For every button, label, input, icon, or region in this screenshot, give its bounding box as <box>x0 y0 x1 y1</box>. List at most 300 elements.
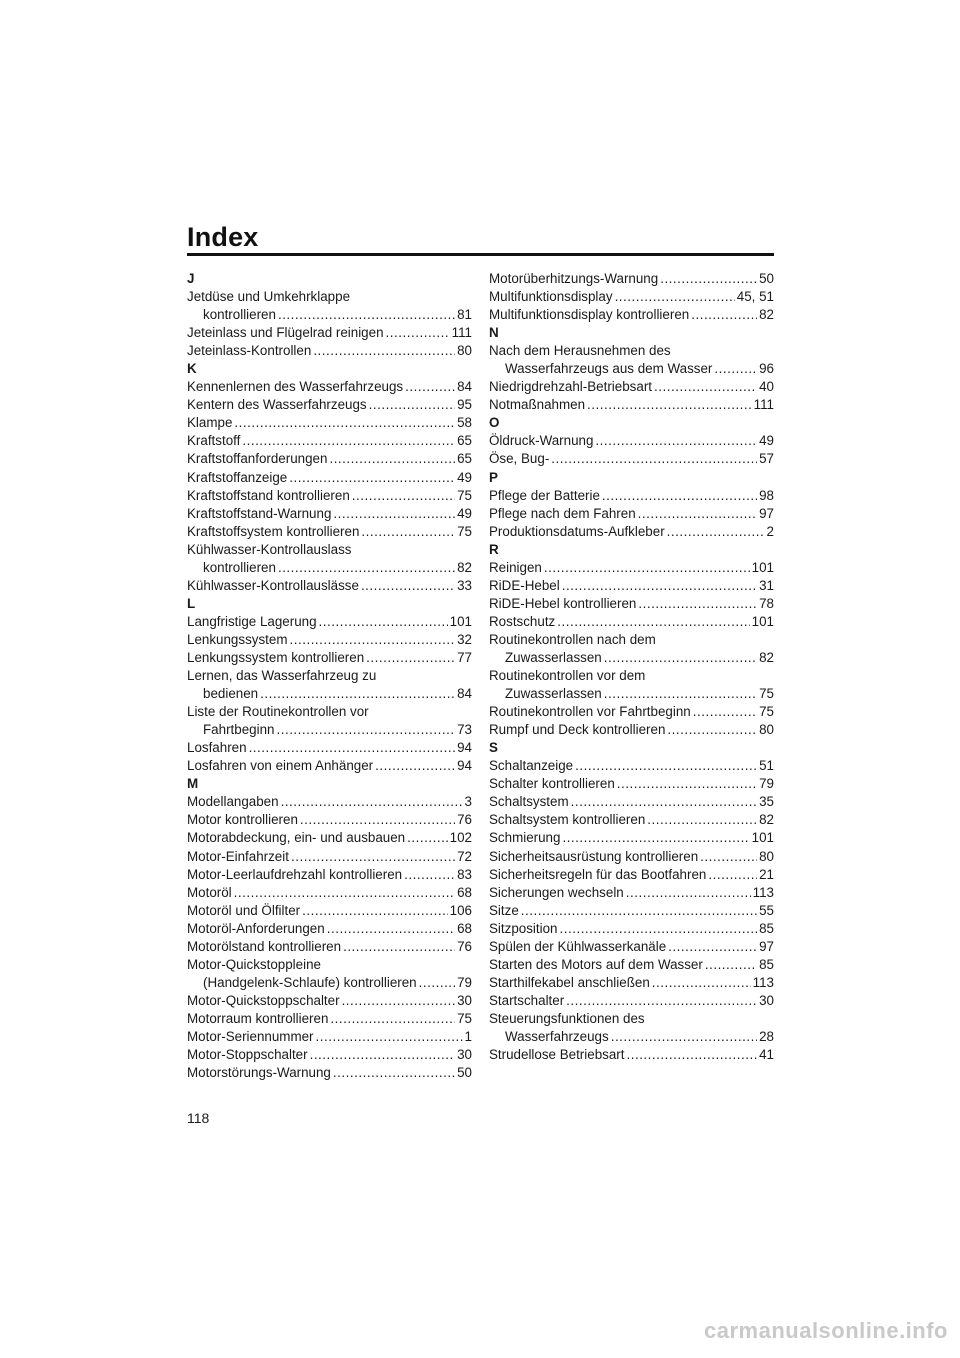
index-entry-page: 68 <box>457 920 472 936</box>
dot-leader <box>654 378 757 396</box>
index-entry-label: Öldruck-Warnung <box>489 433 594 449</box>
index-entry[interactable] <box>489 306 774 324</box>
index-entry[interactable] <box>489 378 774 396</box>
index-entry-page: 49 <box>457 469 472 485</box>
index-entry[interactable] <box>489 1046 774 1064</box>
index-entry[interactable] <box>187 1028 472 1046</box>
index-entry-label: Schaltanzeige <box>489 758 574 774</box>
index-entry-heading: Nach dem Herausnehmen des <box>489 343 671 359</box>
index-entry-page: 96 <box>759 361 774 377</box>
index-entry-label: Starten des Motors auf dem Wasser <box>489 956 703 972</box>
dot-leader <box>352 487 455 505</box>
dot-leader <box>361 523 455 541</box>
dot-leader <box>667 523 765 541</box>
index-entry-page: 78 <box>759 595 774 611</box>
dot-leader <box>407 829 448 847</box>
index-entry[interactable] <box>187 757 472 775</box>
index-entry-label: RiDE-Hebel <box>489 577 560 593</box>
index-entry-label: Reinigen <box>489 559 542 575</box>
dot-leader <box>319 613 448 631</box>
index-entry-label: Lenkungssystem kontrollieren <box>187 649 365 665</box>
dot-leader <box>289 469 455 487</box>
dot-leader <box>571 793 757 811</box>
dot-leader <box>587 396 752 414</box>
dot-leader <box>575 757 757 775</box>
dot-leader <box>289 631 455 649</box>
index-entry-label: Langfristige Lagerung <box>187 613 317 629</box>
index-entry-heading: Kühlwasser-Kontrollauslass <box>187 541 352 557</box>
index-entry[interactable] <box>187 721 472 739</box>
index-entry-label: Kraftstoffstand-Warnung <box>187 505 332 521</box>
index-entry-page: 50 <box>457 1065 472 1081</box>
index-entry-label: Wasserfahrzeugs <box>505 1028 609 1044</box>
index-entry[interactable] <box>489 811 774 829</box>
index-entry[interactable] <box>489 902 774 920</box>
index-entry[interactable] <box>187 884 472 902</box>
index-entry-label: Kennenlernen des Wasserfahrzeugs <box>187 379 404 395</box>
index-entry-label: Kraftstoffanforderungen <box>187 451 328 467</box>
dot-leader <box>693 703 757 721</box>
index-entry[interactable] <box>187 992 472 1010</box>
index-letter-heading: O <box>489 415 500 431</box>
index-entry-label: Kühlwasser-Kontrollauslässe <box>187 577 359 593</box>
index-entry-page: 79 <box>457 974 472 990</box>
index-entry[interactable] <box>187 487 472 505</box>
title-rule <box>187 253 774 256</box>
index-entry-page: 81 <box>457 307 472 323</box>
index-letter-heading: K <box>187 361 197 377</box>
dot-leader <box>638 595 757 613</box>
index-entry-label: Pflege nach dem Fahren <box>489 505 636 521</box>
dot-leader <box>386 324 450 342</box>
index-entry-label: Motorölstand kontrollieren <box>187 938 342 954</box>
index-entry-label: Multifunktionsdisplay <box>489 289 613 305</box>
index-entry-page: 31 <box>759 577 774 593</box>
index-entry-heading: Jetdüse und Umkehrklappe <box>187 289 351 305</box>
index-entry[interactable] <box>187 414 472 432</box>
index-entry-page: 65 <box>457 433 472 449</box>
index-entry[interactable] <box>187 649 472 667</box>
dot-leader <box>700 848 757 866</box>
index-entry-label: Jeteinlass-Kontrollen <box>187 343 312 359</box>
dot-leader <box>602 487 757 505</box>
index-entry-page: 32 <box>457 631 472 647</box>
index-entry[interactable] <box>187 378 472 396</box>
index-entry-label: Losfahren <box>187 740 247 756</box>
dot-leader <box>559 920 757 938</box>
index-entry-page: 113 <box>752 974 774 990</box>
index-entry-label: Kraftstoff <box>187 433 241 449</box>
dot-leader <box>714 360 757 378</box>
index-entry-label: Kraftstoffanzeige <box>187 469 288 485</box>
index-entry-page: 65 <box>457 451 472 467</box>
index-letter-heading: R <box>489 541 499 557</box>
index-entry-page: 80 <box>457 343 472 359</box>
index-entry-page: 80 <box>759 722 774 738</box>
index-entry[interactable] <box>489 721 774 739</box>
index-entry-label: Niedrigdrehzahl-Betriebsart <box>489 379 652 395</box>
dot-leader <box>557 613 749 631</box>
index-letter-heading: M <box>187 776 199 792</box>
dot-leader <box>278 559 455 577</box>
index-entry-page: 57 <box>759 451 774 467</box>
index-entry-page: 80 <box>759 848 774 864</box>
index-entry-page: 82 <box>759 649 774 665</box>
index-entry-label: Schalter kontrollieren <box>489 776 615 792</box>
dot-leader <box>404 866 455 884</box>
index-entry[interactable] <box>489 938 774 956</box>
index-entry[interactable] <box>489 613 774 631</box>
index-entry-label: Kraftstoffsystem kontrollieren <box>187 523 360 539</box>
index-entry-label: Routinekontrollen vor Fahrtbeginn <box>489 704 691 720</box>
dot-leader <box>313 342 455 360</box>
index-entry[interactable] <box>187 829 472 847</box>
index-entry-label: Schaltsystem kontrollieren <box>489 812 646 828</box>
dot-leader <box>617 775 757 793</box>
dot-leader <box>234 414 455 432</box>
index-column-left <box>187 270 472 1082</box>
index-entry[interactable] <box>489 775 774 793</box>
index-entry-page: 101 <box>751 613 774 629</box>
index-entry[interactable] <box>187 902 472 920</box>
index-entry[interactable] <box>489 1028 774 1046</box>
dot-leader <box>638 505 757 523</box>
index-column-right <box>489 270 774 1064</box>
index-entry[interactable] <box>489 866 774 884</box>
index-entry-page: 113 <box>752 884 774 900</box>
index-entry-page: 75 <box>457 523 472 539</box>
index-entry-heading: Routinekontrollen vor dem <box>489 668 646 684</box>
dot-leader <box>316 1028 463 1046</box>
index-entry-label: Notmaßnahmen <box>489 397 586 413</box>
dot-leader <box>343 938 455 956</box>
dot-leader <box>562 829 749 847</box>
index-entry-label: Motorabdeckung, ein- und ausbauen <box>187 830 406 846</box>
index-entry-label: Motor-Stoppschalter <box>187 1047 308 1063</box>
dot-leader <box>660 270 757 288</box>
index-entry[interactable] <box>187 848 472 866</box>
index-entry[interactable] <box>489 956 774 974</box>
index-entry[interactable] <box>489 523 774 541</box>
dot-leader <box>342 992 456 1010</box>
dot-leader <box>291 848 455 866</box>
index-entry[interactable] <box>489 270 774 288</box>
index-entry-page: 45, 51 <box>736 289 774 305</box>
index-entry[interactable] <box>489 487 774 505</box>
index-entry-page: 84 <box>457 686 472 702</box>
index-entry-page: 83 <box>457 866 472 882</box>
index-entry-label: Modellangaben <box>187 794 279 810</box>
index-entry-label: Multifunktionsdisplay kontrollieren <box>489 307 690 323</box>
index-entry[interactable] <box>489 595 774 613</box>
index-entry-page: 51 <box>759 758 774 774</box>
dot-leader <box>366 649 455 667</box>
index-entry-page: 75 <box>759 686 774 702</box>
index-entry[interactable] <box>489 559 774 577</box>
dot-leader <box>234 884 455 902</box>
dot-leader <box>242 432 455 450</box>
dot-leader <box>281 793 463 811</box>
dot-leader <box>278 306 455 324</box>
index-entry-label: Motor-Leerlaufdrehzahl kontrollieren <box>187 866 403 882</box>
dot-leader <box>652 974 751 992</box>
index-entry[interactable] <box>187 811 472 829</box>
index-entry[interactable] <box>187 685 472 703</box>
index-entry-page: 102 <box>449 830 472 846</box>
index-entry[interactable] <box>187 920 472 938</box>
dot-leader <box>333 505 455 523</box>
index-entry-page: 49 <box>457 505 472 521</box>
index-entry-label: Motorraum kontrollieren <box>187 1010 329 1026</box>
index-entry-label: Kentern des Wasserfahrzeugs <box>187 397 367 413</box>
page-number: 118 <box>187 1110 210 1126</box>
dot-leader <box>705 956 757 974</box>
dot-leader <box>276 721 455 739</box>
dot-leader <box>544 559 750 577</box>
index-entry-page: 79 <box>759 776 774 792</box>
index-entry-page: 30 <box>759 992 774 1008</box>
index-entry[interactable] <box>489 757 774 775</box>
dot-leader <box>626 884 751 902</box>
dot-leader <box>595 432 757 450</box>
index-entry[interactable] <box>489 884 774 902</box>
index-entry-page: 75 <box>457 487 472 503</box>
index-entry-label: Starthilfekabel anschließen <box>489 974 650 990</box>
index-entry-label: Motoröl-Anforderungen <box>187 920 325 936</box>
index-entry[interactable] <box>187 1010 472 1028</box>
index-entry-page: 75 <box>457 1010 472 1026</box>
index-entry-label: Sitzposition <box>489 920 558 936</box>
dot-leader <box>604 649 757 667</box>
index-entry[interactable] <box>187 631 472 649</box>
index-entry-page: 94 <box>457 740 472 756</box>
index-entry-page: 106 <box>449 902 472 918</box>
index-entry-label: Motor kontrollieren <box>187 812 298 828</box>
index-entry-label: kontrollieren <box>203 559 276 575</box>
index-entry-page: 55 <box>759 902 774 918</box>
index-entry-page: 101 <box>751 559 774 575</box>
dot-leader <box>333 1064 455 1082</box>
index-entry-page: 75 <box>759 704 774 720</box>
index-entry-label: Kraftstoffstand kontrollieren <box>187 487 350 503</box>
index-entry[interactable] <box>187 613 472 631</box>
dot-leader <box>626 1046 757 1064</box>
index-entry-label: Motoröl und Ölfilter <box>187 902 301 918</box>
index-entry-page: 3 <box>464 794 472 810</box>
index-entry[interactable] <box>489 848 774 866</box>
index-entry-page: 73 <box>457 722 472 738</box>
index-entry[interactable] <box>489 450 774 468</box>
dot-leader <box>375 757 455 775</box>
index-entry-page: 84 <box>457 379 472 395</box>
dot-leader <box>566 992 757 1010</box>
index-letter-heading: N <box>489 325 499 341</box>
index-entry-heading: Routinekontrollen nach dem <box>489 631 656 647</box>
dot-leader <box>615 288 735 306</box>
index-entry-label: Schmierung <box>489 830 561 846</box>
index-entry-label: Zuwasserlassen <box>505 649 602 665</box>
index-entry-page: 2 <box>766 523 774 539</box>
index-entry[interactable] <box>489 505 774 523</box>
index-entry[interactable] <box>489 577 774 595</box>
dot-leader <box>551 450 757 468</box>
dot-leader <box>310 1046 456 1064</box>
index-entry[interactable] <box>187 523 472 541</box>
index-entry[interactable] <box>187 450 472 468</box>
index-entry[interactable] <box>187 559 472 577</box>
index-entry[interactable] <box>489 992 774 1010</box>
index-entry-page: 33 <box>457 577 472 593</box>
index-entry-page: 85 <box>759 920 774 936</box>
index-entry[interactable] <box>489 829 774 847</box>
index-entry[interactable] <box>489 396 774 414</box>
dot-leader <box>521 902 757 920</box>
index-entry-label: Rostschutz <box>489 613 556 629</box>
index-entry-label: Sicherungen wechseln <box>489 884 624 900</box>
index-entry-page: 1 <box>464 1028 472 1044</box>
dot-leader <box>604 685 757 703</box>
index-entry-label: Öse, Bug- <box>489 451 550 467</box>
index-entry-label: Motorstörungs-Warnung <box>187 1065 331 1081</box>
index-entry-label: Pflege der Batterie <box>489 487 600 503</box>
index-entry[interactable] <box>187 739 472 757</box>
index-entry-label: Zuwasserlassen <box>505 686 602 702</box>
index-entry-label: Jeteinlass und Flügelrad reinigen <box>187 325 384 341</box>
index-entry-page: 30 <box>457 1047 472 1063</box>
index-entry-label: Strudellose Betriebsart <box>489 1047 625 1063</box>
dot-leader <box>611 1028 757 1046</box>
index-entry[interactable] <box>187 793 472 811</box>
index-entry[interactable] <box>187 577 472 595</box>
index-entry[interactable] <box>187 469 472 487</box>
index-entry[interactable] <box>489 649 774 667</box>
index-entry-page: 58 <box>457 415 472 431</box>
index-entry[interactable] <box>187 342 472 360</box>
index-entry-page: 97 <box>759 938 774 954</box>
index-entry-page: 21 <box>759 866 774 882</box>
dot-leader <box>562 577 757 595</box>
index-letter-heading: S <box>489 740 498 756</box>
index-entry-label: Motor-Seriennummer <box>187 1028 314 1044</box>
index-entry-page: 41 <box>759 1047 774 1063</box>
index-entry-page: 95 <box>457 397 472 413</box>
index-entry-page: 111 <box>451 325 472 341</box>
index-entry-page: 77 <box>457 649 472 665</box>
index-entry-page: 111 <box>753 397 774 413</box>
index-entry[interactable] <box>187 866 472 884</box>
index-entry-page: 97 <box>759 505 774 521</box>
index-entry[interactable] <box>187 306 472 324</box>
index-entry[interactable] <box>187 938 472 956</box>
dot-leader <box>300 811 455 829</box>
index-entry-page: 101 <box>449 613 472 629</box>
index-entry-label: Motorüberhitzungs-Warnung <box>489 271 659 286</box>
index-entry-label: Sitze <box>489 902 519 918</box>
index-entry[interactable] <box>187 396 472 414</box>
dot-leader <box>667 721 757 739</box>
index-entry-label: Lenkungssystem <box>187 631 288 647</box>
index-entry[interactable] <box>489 432 774 450</box>
index-entry-label: (Handgelenk-Schlaufe) kontrollieren <box>203 974 417 990</box>
index-entry-page: 98 <box>759 487 774 503</box>
index-entry-page: 82 <box>759 307 774 323</box>
index-entry[interactable] <box>187 324 472 342</box>
index-entry[interactable] <box>187 974 472 992</box>
dot-leader <box>327 920 455 938</box>
index-entry[interactable] <box>489 703 774 721</box>
index-entry-page: 94 <box>457 758 472 774</box>
index-entry-page: 82 <box>759 812 774 828</box>
index-entry-page: 76 <box>457 812 472 828</box>
index-entry-page: 28 <box>759 1028 774 1044</box>
index-entry-label: Sicherheitsregeln für das Bootfahren <box>489 866 707 882</box>
index-entry[interactable] <box>489 974 774 992</box>
dot-leader <box>330 1010 455 1028</box>
index-entry-page: 49 <box>759 433 774 449</box>
dot-leader <box>361 577 455 595</box>
index-entry-page: 30 <box>457 992 472 1008</box>
index-entry-page: 68 <box>457 884 472 900</box>
index-entry-page: 85 <box>759 956 774 972</box>
dot-leader <box>369 396 455 414</box>
index-entry-label: Startschalter <box>489 992 565 1008</box>
page-title: Index <box>187 222 259 252</box>
index-entry-heading: Liste der Routinekontrollen vor <box>187 704 369 720</box>
index-letter-heading: J <box>187 271 195 286</box>
index-entry-label: RiDE-Hebel kontrollieren <box>489 595 637 611</box>
index-entry[interactable] <box>187 505 472 523</box>
index-entry-page: 50 <box>759 271 774 286</box>
index-entry-label: Wasserfahrzeugs aus dem Wasser <box>505 361 713 377</box>
index-entry[interactable] <box>489 920 774 938</box>
index-entry-label: Fahrtbeginn <box>203 722 275 738</box>
index-entry-label: Rumpf und Deck kontrollieren <box>489 722 666 738</box>
index-entry[interactable] <box>489 288 774 306</box>
index-entry[interactable] <box>187 432 472 450</box>
index-entry-label: kontrollieren <box>203 307 276 323</box>
index-entry-label: Produktionsdatums-Aufkleber <box>489 523 665 539</box>
index-entry-label: Schaltsystem <box>489 794 569 810</box>
index-entry-label: Klampe <box>187 415 233 431</box>
index-entry-heading: Motor-Quickstoppleine <box>187 956 321 972</box>
index-entry[interactable] <box>489 793 774 811</box>
index-entry-heading: Steuerungsfunktionen des <box>489 1010 645 1026</box>
index-entry-label: Spülen der Kühlwasserkanäle <box>489 938 667 954</box>
index-entry-label: bedienen <box>203 686 259 702</box>
watermark-text: carmanualsonline.info <box>704 1318 948 1343</box>
index-entry[interactable] <box>187 1064 472 1082</box>
index-entry[interactable] <box>489 685 774 703</box>
index-entry[interactable] <box>489 360 774 378</box>
index-entry-page: 101 <box>751 830 774 846</box>
index-entry-label: Motor-Quickstoppschalter <box>187 992 340 1008</box>
index-entry-page: 72 <box>457 848 472 864</box>
index-letter-heading: L <box>187 595 196 611</box>
index-entry-label: Motor-Einfahrzeit <box>187 848 289 864</box>
dot-leader <box>329 450 455 468</box>
index-entry-label: Sicherheitsausrüstung kontrollieren <box>489 848 699 864</box>
index-entry[interactable] <box>187 1046 472 1064</box>
watermark <box>0 1318 960 1344</box>
dot-leader <box>405 378 455 396</box>
dot-leader <box>302 902 448 920</box>
dot-leader <box>708 866 757 884</box>
index-entry-page: 82 <box>457 559 472 575</box>
dot-leader <box>691 306 757 324</box>
index-entry-page: 35 <box>759 794 774 810</box>
dot-leader <box>668 938 757 956</box>
index-entry-label: Motoröl <box>187 884 232 900</box>
